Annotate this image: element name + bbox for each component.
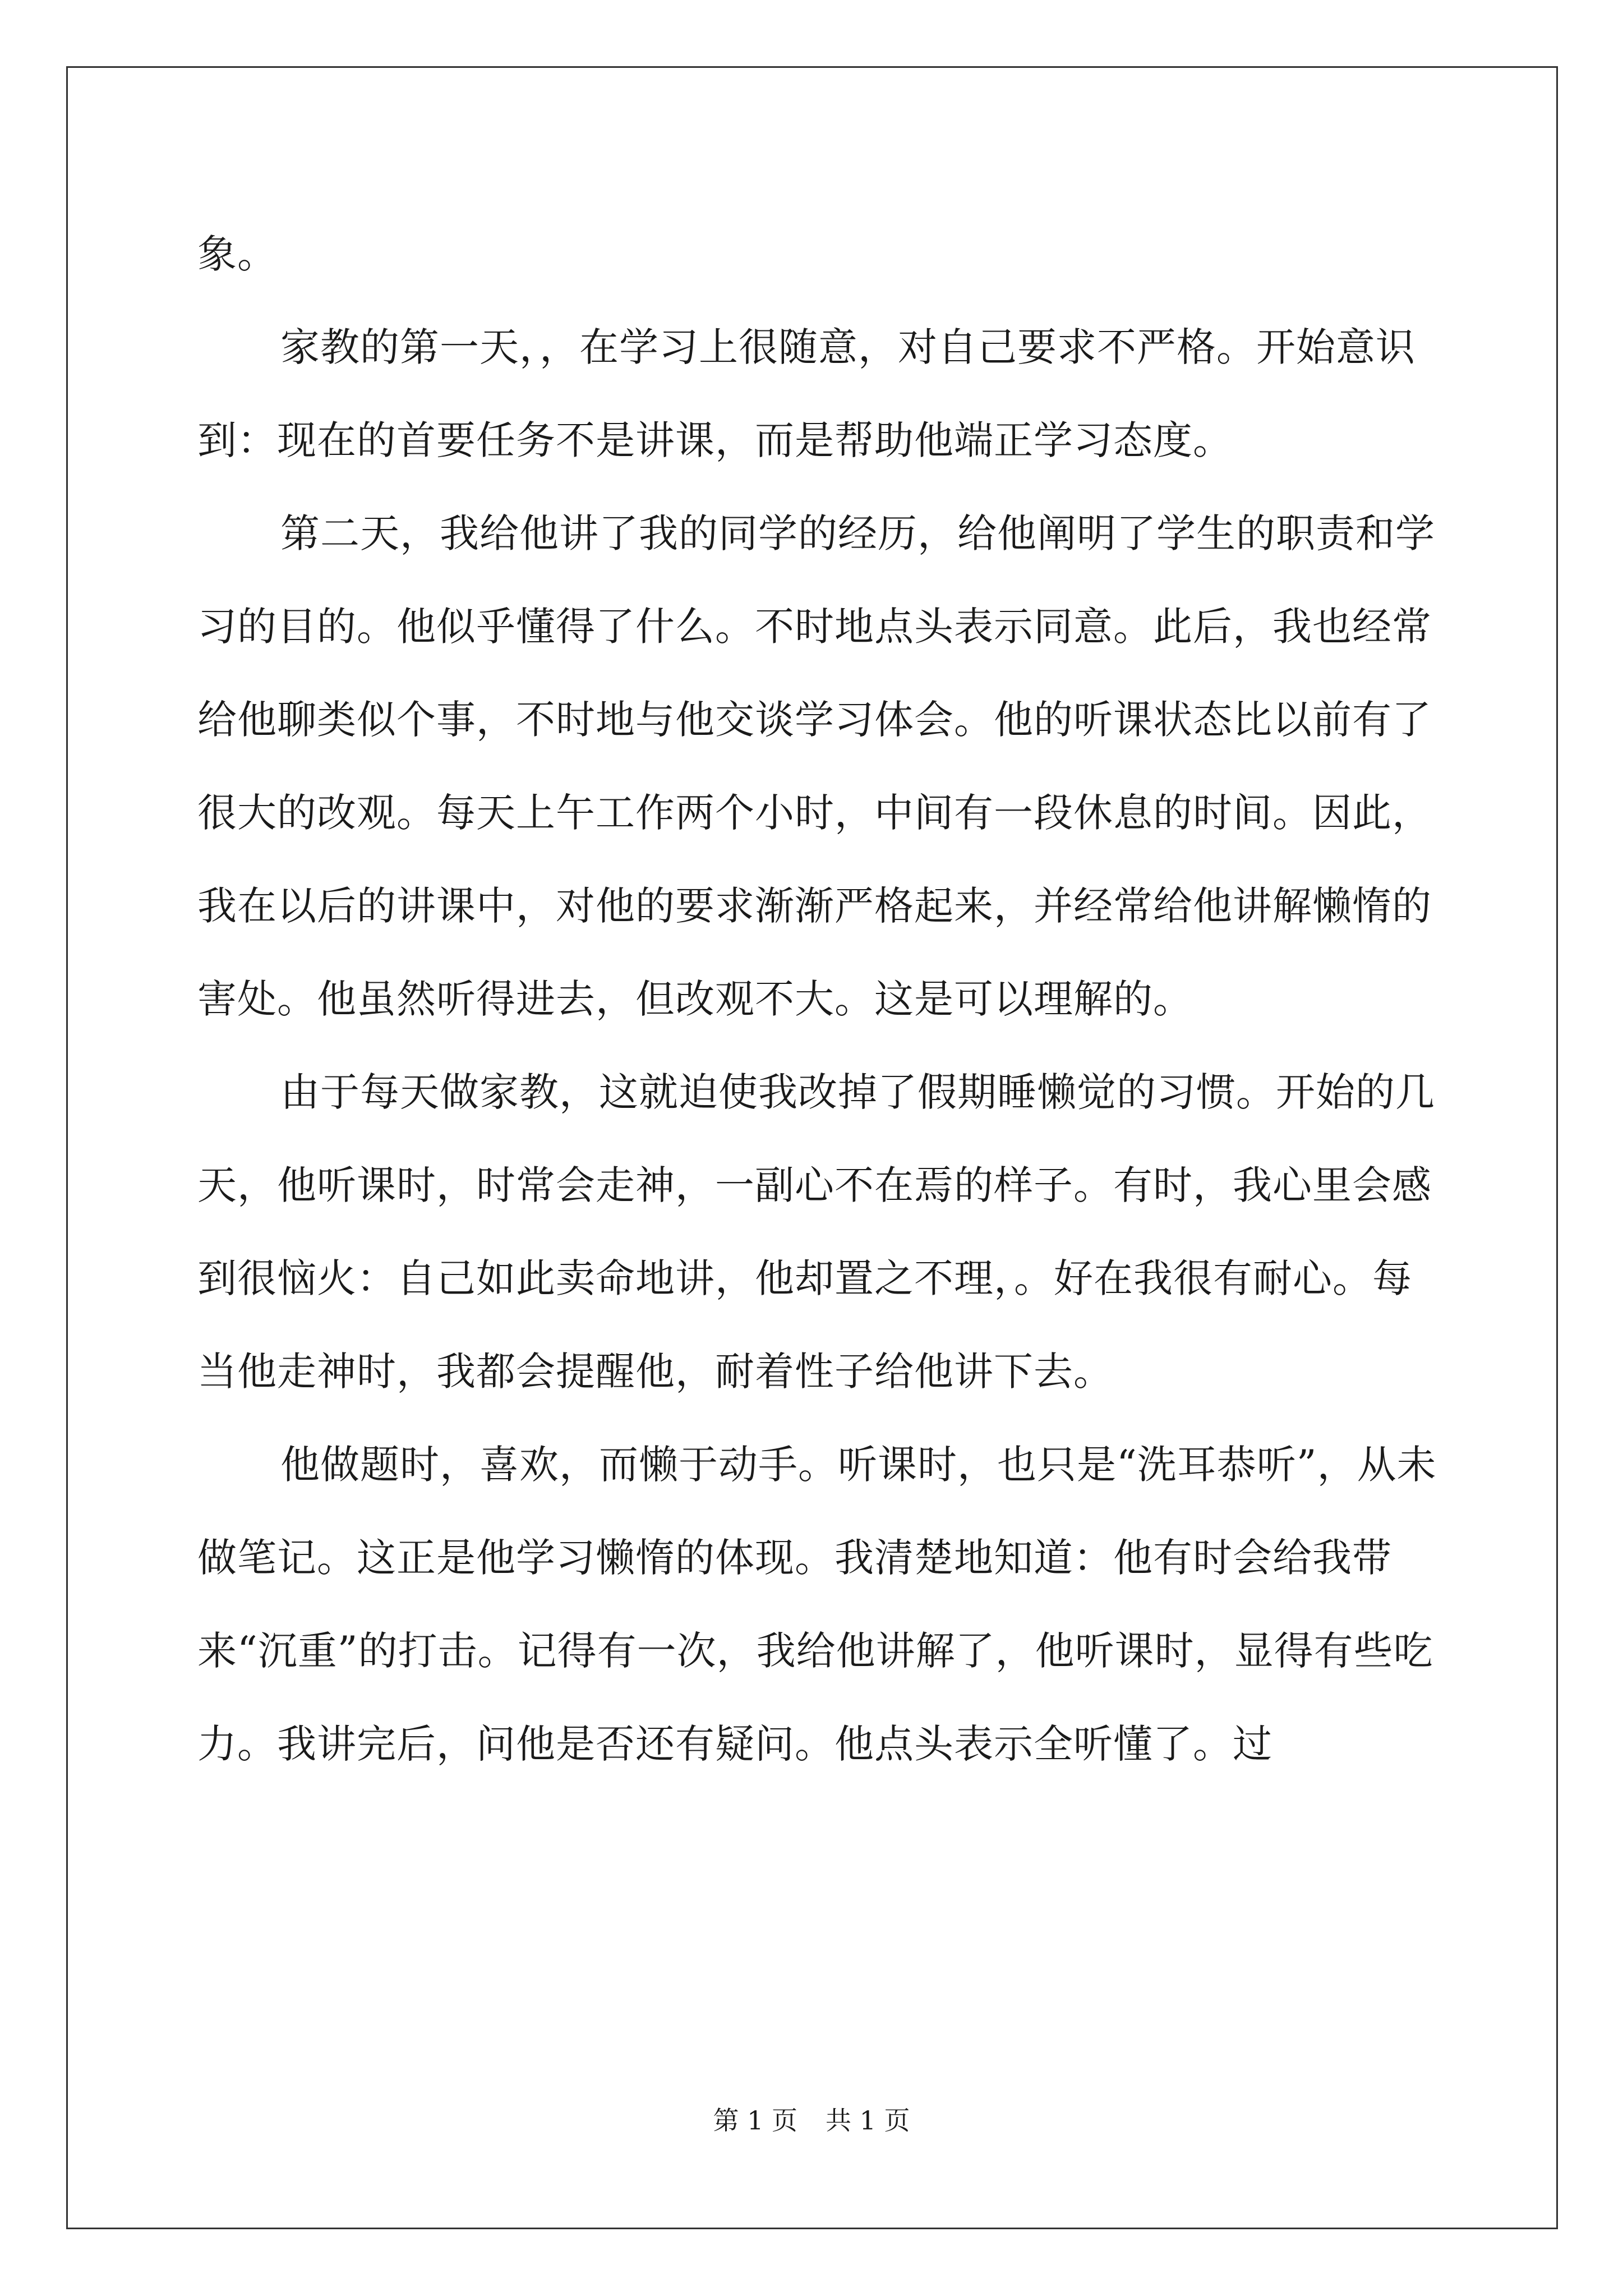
- page-number: 第 1 页: [713, 2105, 797, 2136]
- document-body: [197, 208, 1437, 1791]
- paragraph: 他做题时，喜欢，而懒于动手。听课时，也只是“洗耳恭听”，从未做笔记。这正是他学习懒惰的体现。我清楚地知道：他有时会给我带来“沉重”的打击。记得有一次，我给他讲解了，他听课时，显得有些吃力。我讲完后，问他是否还有疑问。他点头表示全听懂了。过: [197, 1442, 1437, 1767]
- paragraph: 家教的第一天，，在学习上很随意，对自己要求不严格。开始意识到：现在的首要任务不是讲课，而是帮助他端正学习态度。: [197, 324, 1415, 463]
- paragraph: 象。: [197, 231, 277, 277]
- paragraph: 由于每天做家教，这就迫使我改掉了假期睡懒觉的习惯。开始的几天，他听课时，时常会走神，一副心不在焉的样子。有时，我心里会感到很恼火：自己如此卖命地讲，他却置之不理，。好在我很有耐心。每当他走神时，我都会提醒他，耐着性子给他讲下去。: [197, 1069, 1435, 1395]
- page-total: 共 1 页: [826, 2105, 910, 2136]
- paragraph: 第二天，我给他讲了我的同学的经历，给他阐明了学生的职责和学习的目的。他似乎懂得了什么。不时地点头表示同意。此后，我也经常给他聊类似个事，不时地与他交谈学习体会。他的听课状态比以前有了很大的改观。每天上午工作两个小时，中间有一段休息的时间。因此，我在以后的讲课中，对他的要求渐渐严格起来，并经常给他讲解懒惰的害处。他虽然听得进去，但改观不大。这是可以理解的。: [197, 510, 1435, 1022]
- page-footer: [0, 2104, 1623, 2137]
